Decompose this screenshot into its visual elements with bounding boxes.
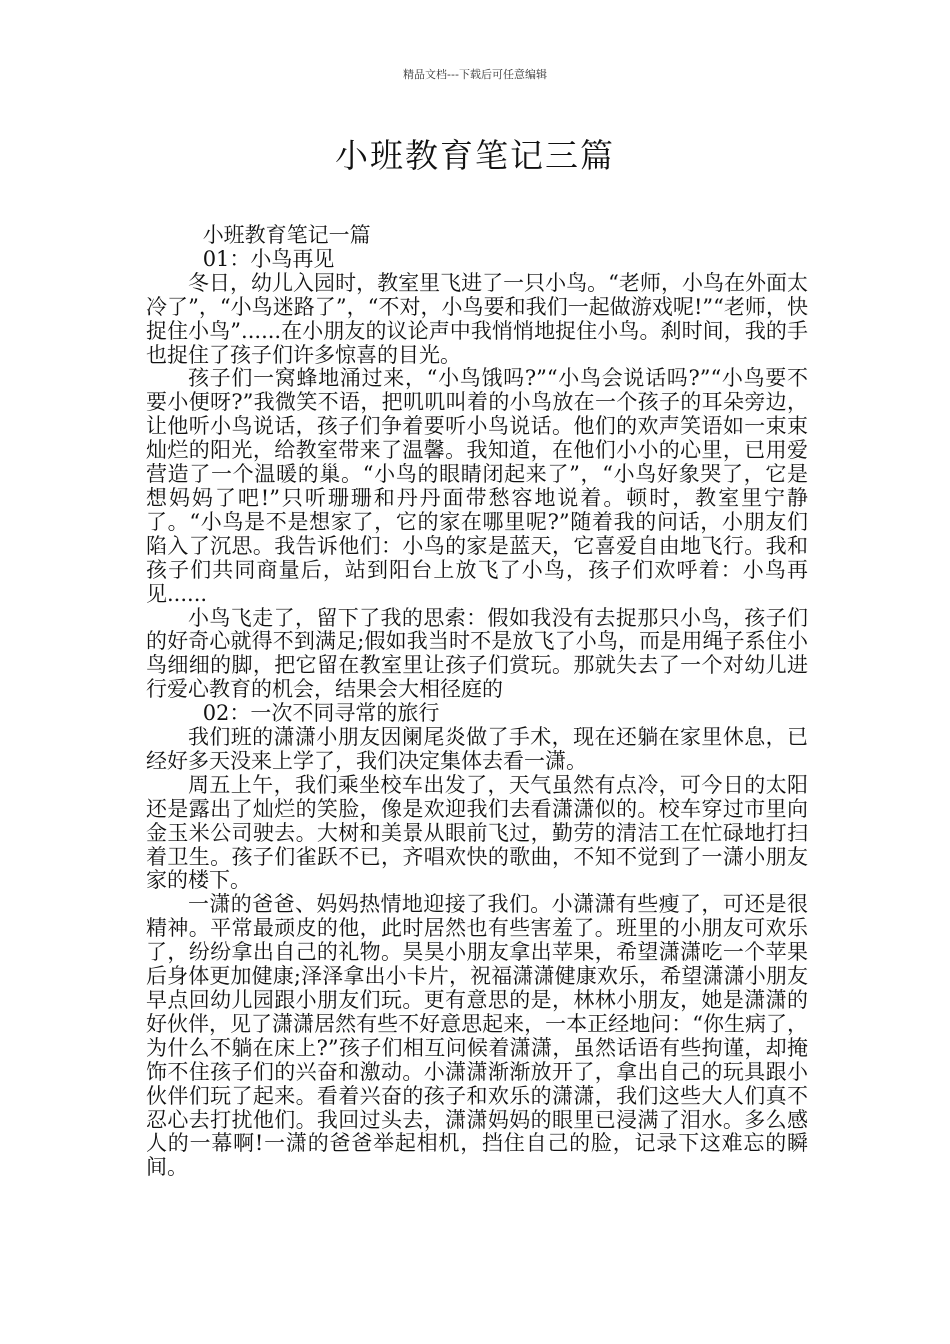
subsection-heading: 02：一次不同寻常的旅行 bbox=[202, 701, 440, 726]
document-title: 小班教育笔记三篇 bbox=[335, 136, 615, 175]
document-body bbox=[146, 224, 808, 1180]
body-paragraph: 周五上午，我们乘坐校车出发了，天气虽然有点冷，可今日的太阳还是露出了灿烂的笑脸，像是欢迎我们去看潇潇似的。校车穿过市里向金玉米公司驶去。大树和美景从眼前飞过，勤劳的清洁工在忙碌地打扫着卫生。孩子们雀跃不已，齐唱欢快的歌曲，不知不觉到了一潇小朋友家的楼下。 bbox=[146, 772, 808, 893]
body-paragraph: 我们班的潇潇小朋友因阑尾炎做了手术，现在还躺在家里休息，已经好多天没来上学了，我们决定集体去看一潇。 bbox=[146, 725, 808, 773]
body-paragraph: 孩子们一窝蜂地涌过来，“小鸟饿吗?”“小鸟会说话吗?”“小鸟要不要小便呀?”我微笑不语，把叽叽叫着的小鸟放在一个孩子的耳朵旁边，让他听小鸟说话，孩子们争着要听小鸟说话。他们的欢声笑语如一束束灿烂的阳光，给教室带来了温馨。我知道，在他们小小的心里，已用爱营造了一个温暖的巢。“小鸟的眼睛闭起来了”，“小鸟好象哭了，它是想妈妈了吧!”只听珊珊和丹丹面带愁容地说着。顿时，教室里宁静了。“小鸟是不是想家了，它的家在哪里呢?”随着我的问话，小朋友们陷入了沉思。我告诉他们：小鸟的家是蓝天，它喜爱自由地飞行。我和孩子们共同商量后，站到阳台上放飞了小鸟，孩子们欢呼着：小鸟再见...... bbox=[146, 366, 808, 606]
page-header-note: 精品文档---下载后可任意编辑 bbox=[403, 68, 547, 81]
body-paragraph: 冬日，幼儿入园时，教室里飞进了一只小鸟。“老师，小鸟在外面太冷了”，“小鸟迷路了”，“不对，小鸟要和我们一起做游戏呢!”“老师，快捉住小鸟”......在小朋友的议论声中我悄悄地捉住小鸟。刹时间，我的手也捉住了孩子们许多惊喜的目光。 bbox=[146, 270, 808, 367]
section-heading: 小班教育笔记一篇 bbox=[202, 223, 371, 247]
subsection-heading: 01：小鸟再见 bbox=[202, 246, 335, 271]
body-paragraph: 一潇的爸爸、妈妈热情地迎接了我们。小潇潇有些瘦了，可还是很精神。平常最顽皮的他，此时居然也有些害羞了。班里的小朋友可欢乐了，纷纷拿出自己的礼物。昊昊小朋友拿出苹果，希望潇潇吃一个苹果后身体更加健康;泽泽拿出小卡片，祝福潇潇健康欢乐，希望潇潇小朋友早点回幼儿园跟小朋友们玩。更有意思的是，林林小朋友，她是潇潇的好伙伴，见了潇潇居然有些不好意思起来，一本正经地问：“你生病了，为什么不躺在床上?”孩子们相互问候着潇潇，虽然话语有些拘谨，却掩饰不住孩子们的兴奋和激动。小潇潇渐渐放开了，拿出自己的玩具跟小伙伴们玩了起来。看着兴奋的孩子和欢乐的潇潇，我们这些大人们真不忍心去打扰他们。我回过头去，潇潇妈妈的眼里已浸满了泪水。多么感人的一幕啊!一潇的爸爸举起相机，挡住自己的脸，记录下这难忘的瞬间。 bbox=[146, 892, 808, 1180]
body-paragraph: 小鸟飞走了，留下了我的思索：假如我没有去捉那只小鸟，孩子们的好奇心就得不到满足;假如我当时不是放飞了小鸟，而是用绳子系住小鸟细细的脚，把它留在教室里让孩子们赏玩。那就失去了一个对幼儿进行爱心教育的机会，结果会大相径庭的 bbox=[146, 605, 808, 702]
